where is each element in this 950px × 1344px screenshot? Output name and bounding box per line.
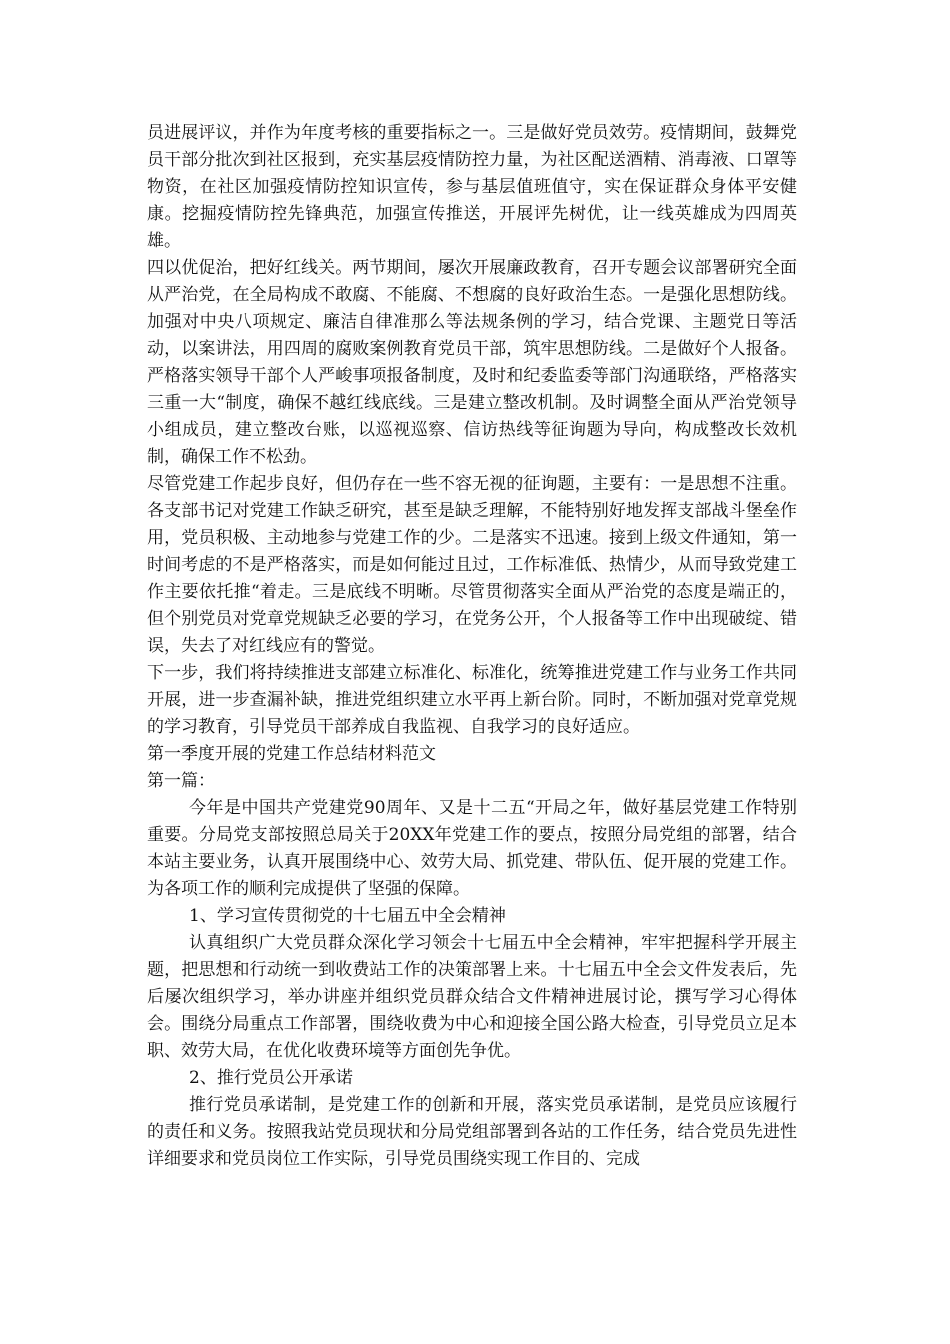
section-heading-2: 2、推行党员公开承诺 — [189, 1068, 353, 1088]
document-subtitle: 第一篇： — [147, 771, 215, 791]
paragraph-integrity-redline: 四以优促治，把好红线关。两节期间，屡次开展廉政教育，召开专题会议部署研究全面从严治党，在全局构成不敢腐、不能腐、不想腐的良好政治生态。一是强化思想防线。加强对中央八项规定、廉洁自律准那么等法规条例的学习，结合党课、主题党日等活动，以案讲法，用四周的腐败案例教育党员干部，筑牢思想防线。二是做好个人报备。严格落实领导干部个人严峻事项报备制度，及时和纪委监委等部门沟通联络，严格落实三重一大“制度，确保不越红线底线。三是建立整改机制。及时调整全面从严治党领导小组成员，建立整改台账，以巡视巡察、信访热线等征询题为导向，构成整改长效机制，确保工作不松劲。 — [147, 258, 797, 467]
paragraph-section-1: 认真组织广大党员群众深化学习领会十七届五中全会精神，牢牢把握科学开展主题，把思想和行动统一到收费站工作的决策部署上来。十七届五中全会文件发表后，先后屡次组织学习，举办讲座并组织党员群众结合文件精神进展讨论，撰写学习心得体会。围绕分局重点工作部署，围绕收费为中心和迎接全国公路大检查，引导党员立足本职、效劳大局，在优化收费环境等方面创先争优。 — [147, 933, 797, 1061]
paragraph-next-steps: 下一步，我们将持续推进支部建立标准化、标准化，统筹推进党建工作与业务工作共同开展，进一步查漏补缺，推进党组织建立水平再上新台阶。同时，不断加强对党章党规的学习教育，引导党员干部养成自我监视、自我学习的良好适应。 — [147, 663, 797, 737]
paragraph-intro: 今年是中国共产党建党90周年、又是十二五“开局之年，做好基层党建工作特别重要。分局党支部按照总局关于20XX年党建工作的要点，按照分局党组的部署，结合本站主要业务，认真开展围绕中心、效劳大局、抓党建、带队伍、促开展的党建工作。为各项工作的顺利完成提供了坚强的保障。 — [147, 798, 797, 899]
document-title: 第一季度开展的党建工作总结材料范文 — [147, 744, 436, 764]
paragraph-section-2: 推行党员承诺制，是党建工作的创新和开展，落实党员承诺制，是党员应该履行的责任和义务。按照我站党员现状和分局党组部署到各站的工作任务，结合党员先进性详细要求和党员岗位工作实际，引导党员围绕实现工作目的、完成 — [147, 1095, 797, 1169]
document-page — [147, 120, 797, 1173]
section-heading-1: 1、学习宣传贯彻党的十七届五中全会精神 — [189, 906, 506, 926]
paragraph-party-member-service: 员进展评议，并作为年度考核的重要指标之一。三是做好党员效劳。疫情期间，鼓舞党员干部分批次到社区报到，充实基层疫情防控力量，为社区配送酒精、消毒液、口罩等物资，在社区加强疫情防控知识宣传，参与基层值班值守，实在保证群众身体平安健康。挖掘疫情防控先锋典范，加强宣传推送，开展评先树优，让一线英雄成为四周英雄。 — [147, 123, 797, 251]
paragraph-problems: 尽管党建工作起步良好，但仍存在一些不容无视的征询题，主要有：一是思想不注重。各支部书记对党建工作缺乏研究，甚至是缺乏理解，不能特别好地发挥支部战斗堡垒作用，党员积极、主动地参与党建工作的少。二是落实不迅速。接到上级文件通知，第一时间考虑的不是严格落实，而是如何能过且过，工作标准低、热情少，从而导致党建工作主要依托推“着走。三是底线不明晰。尽管贯彻落实全面从严治党的态度是端正的，但个别党员对党章党规缺乏必要的学习，在党务公开，个人报备等工作中出现破绽、错误，失去了对红线应有的警觉。 — [147, 474, 797, 656]
